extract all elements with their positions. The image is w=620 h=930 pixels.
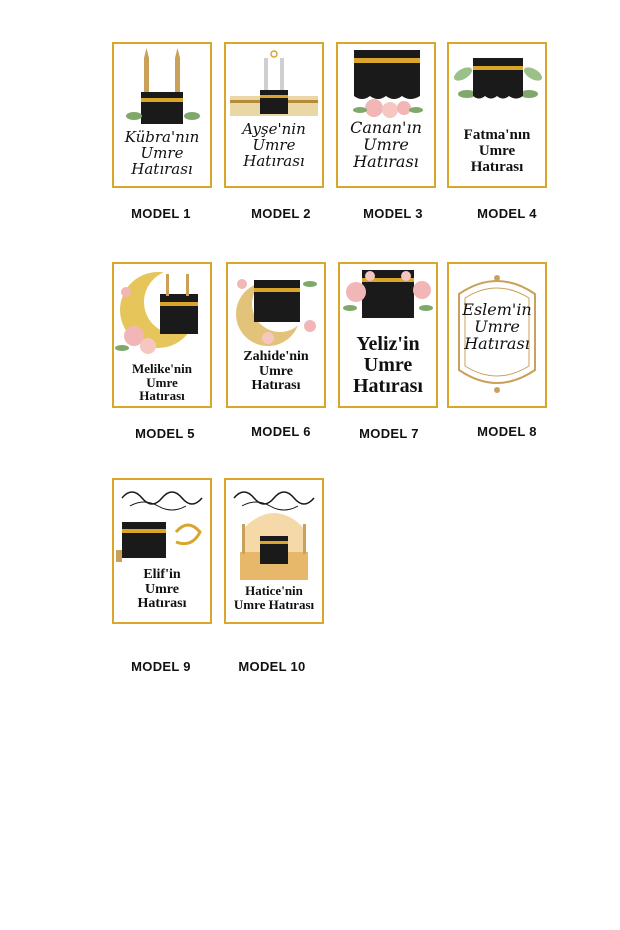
card-title: Fatma'nın Umre Hatırası [463, 127, 531, 175]
card-title: Hatice'nin Umre Hatırası [233, 583, 315, 612]
model-label: MODEL 4 [477, 206, 537, 221]
kaaba-icon [254, 280, 300, 322]
product-card-model-1[interactable] [112, 42, 212, 188]
card-title: Elif'in Umre Hatırası [137, 567, 187, 612]
model-label: MODEL 7 [359, 426, 419, 441]
model-label: MODEL 9 [131, 659, 191, 674]
calligraphy-icon [234, 492, 314, 510]
model-label: MODEL 1 [131, 206, 191, 221]
model-label: MODEL 5 [135, 426, 195, 441]
product-card-model-9[interactable] [112, 478, 212, 624]
model-label: MODEL 2 [251, 206, 311, 221]
product-card-model-2[interactable] [224, 42, 324, 188]
card-title: Melike'nin Umre Hatırası [132, 361, 192, 404]
kaaba-icon [141, 92, 183, 124]
kaaba-icon [260, 90, 288, 114]
product-card-model-10[interactable] [224, 478, 324, 624]
card-title: Ayşe'nin Umre Hatırası [242, 120, 306, 170]
model-label: MODEL 10 [238, 659, 306, 674]
gold-calligraphy-icon [176, 525, 200, 544]
card-title: Zahide'nin Umre Hatırası [243, 349, 309, 394]
product-card-model-6[interactable] [226, 262, 326, 408]
model-label: MODEL 6 [251, 424, 311, 439]
kaaba-icon [473, 58, 523, 104]
product-card-model-4[interactable] [447, 42, 547, 188]
kaaba-icon [122, 522, 166, 558]
calligraphy-icon [122, 492, 202, 510]
card-title: Eslem'in Umre Hatırası [462, 300, 532, 353]
product-card-model-7[interactable] [338, 262, 438, 408]
kaaba-icon [354, 50, 420, 104]
product-card-model-8[interactable] [447, 262, 547, 408]
product-card-model-5[interactable] [112, 262, 212, 408]
lantern-icon [116, 550, 122, 562]
card-title: Kübra'nın Umre Hatırası [124, 128, 200, 178]
product-card-model-3[interactable] [336, 42, 436, 188]
card-title: Canan'ın Umre Hatırası [350, 118, 422, 171]
kaaba-icon [260, 536, 288, 564]
card-title: Yeliz'in Umre Hatırası [353, 333, 423, 397]
model-label: MODEL 3 [363, 206, 423, 221]
model-label: MODEL 8 [477, 424, 537, 439]
